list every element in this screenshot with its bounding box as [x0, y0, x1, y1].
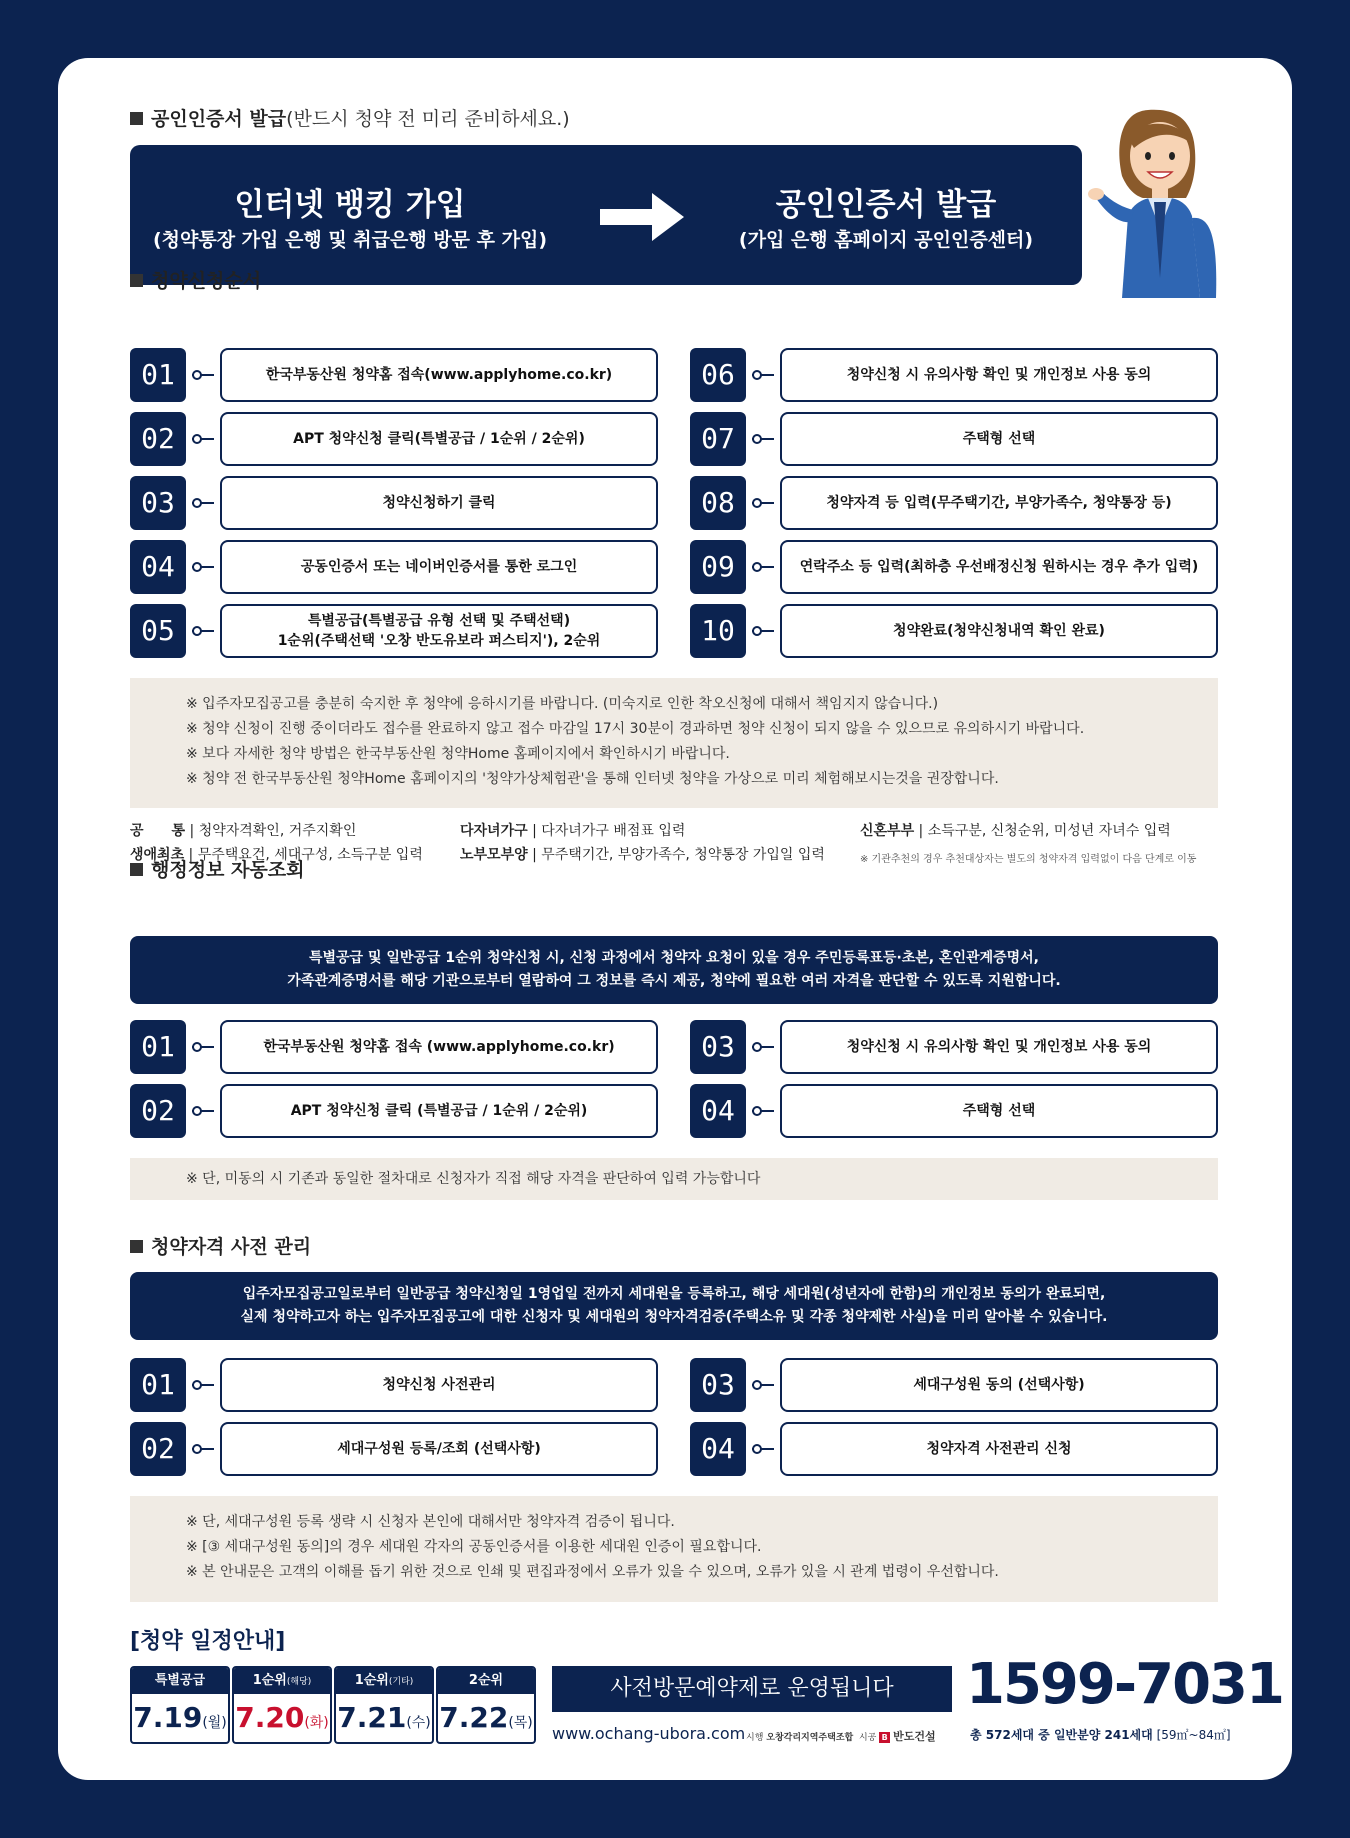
qual-step-03: 03 세대구성원 동의 (선택사항): [690, 1358, 1234, 1412]
developer-builder-info: 시행 오창각리지역주택조합 시공 B 반도건설: [746, 1730, 936, 1743]
order-step-04: 04 공동인증서 또는 네이버인증서를 통한 로그인: [130, 540, 674, 594]
square-bullet-icon: [130, 863, 143, 876]
square-bullet-icon: [130, 1240, 143, 1253]
qual-step-02: 02 세대구성원 등록/조회 (선택사항): [130, 1422, 674, 1476]
square-bullet-icon: [130, 274, 143, 287]
units-info: 총 572세대 중 일반분양 241세대 [59㎡~84㎡]: [970, 1728, 1231, 1742]
cert-subtitle: (반드시 청약 전 미리 준비하세요.): [286, 108, 570, 130]
presenter-woman-illustration: [1088, 98, 1238, 298]
qual-section-title: 청약자격 사전 관리: [130, 1232, 311, 1259]
square-bullet-icon: [130, 112, 143, 125]
note-line: ※ 보다 자세한 청약 방법은 한국부동산원 청약Home 홈페이지에서 확인하시기 바랍니다.: [186, 746, 730, 762]
cert-issue-title: 공인인증서 발급: [775, 187, 997, 223]
qual-step-01: 01 청약신청 사전관리: [130, 1358, 674, 1412]
note-line: ※ [③ 세대구성원 동의]의 경우 세대원 각자의 공동인증서를 이용한 세대원 인증이 필요합니다.: [186, 1539, 762, 1555]
schedule-first-rank-other: 1순위(기타) 7.21(수): [334, 1666, 434, 1744]
order-step-07: 07 주택형 선택: [690, 412, 1234, 466]
admin-note: ※ 단, 미동의 시 기존과 동일한 절차대로 신청자가 직접 해당 자격을 판단하여 입력 가능합니다: [130, 1158, 1218, 1200]
category-newlyweds: 신혼부부 | 소득구분, 신청순위, 미성년 자녀수 입력: [860, 823, 1171, 839]
qual-notes: [130, 1496, 1218, 1602]
qual-banner: 입주자모집공고일로부터 일반공급 청약신청일 1영업일 전까지 세대원을 등록하고, 해당 세대원(성년자에 한함)의 개인정보 동의가 완료되면, 실제 청약하고자 하는 입주자모집공고에 대한 신청자 및 세대원의 청약자격검증(주택소유 및 각종 청약제한 사실)을 미리 알아볼 수 있습니다.: [130, 1272, 1218, 1340]
admin-step-01: 01 한국부동산원 청약홈 접속 (www.applyhome.co.kr): [130, 1020, 674, 1074]
category-elderly-parents: 노부모부양 | 무주택기간, 부양가족수, 청약통장 가입일 입력: [460, 847, 825, 863]
schedule-title: [청약 일정안내]: [130, 1629, 286, 1654]
category-first-time: 생애최초 | 무주택요건, 세대구성, 소득구분 입력: [130, 847, 423, 863]
cert-section-title: 공인인증서 발급(반드시 청약 전 미리 준비하세요.): [130, 104, 570, 131]
admin-step-03: 03 청약신청 시 유의사항 확인 및 개인정보 사용 동의: [690, 1020, 1234, 1074]
internet-banking-sub: (청약통장 가입 은행 및 취급은행 방문 후 가입): [152, 229, 548, 251]
order-step-08: 08 청약자격 등 입력(무주택기간, 부양가족수, 청약통장 등): [690, 476, 1234, 530]
phone-number[interactable]: 1599-7031: [966, 1652, 1283, 1717]
website-link[interactable]: www.ochang-ubora.com: [552, 1724, 746, 1743]
note-line: ※ 청약 전 한국부동산원 청약Home 홈페이지의 '청약가상체험관'을 통해 인터넷 청약을 가상으로 미리 체험해보시는것을 권장합니다.: [186, 771, 999, 787]
schedule-first-rank-local: 1순위(해당) 7.20(화): [232, 1666, 332, 1744]
order-section-title: 청약신청순서: [130, 266, 261, 293]
bando-logo-icon: B: [879, 1732, 890, 1743]
arrow-right-icon: [600, 193, 684, 241]
page-card: [58, 58, 1292, 1780]
admin-section-title: 행정정보 자동조회: [130, 855, 304, 882]
admin-step-04: 04 주택형 선택: [690, 1084, 1234, 1138]
order-step-02: 02 APT 청약신청 클릭(특별공급 / 1순위 / 2순위): [130, 412, 674, 466]
category-multi-child: 다자녀가구 | 다자녀가구 배점표 입력: [460, 823, 686, 839]
admin-banner: 특별공급 및 일반공급 1순위 청약신청 시, 신청 과정에서 청약자 요청이 있을 경우 주민등록표등·초본, 혼인관계증명서, 가족관계증명서를 해당 기관으로부터 열람하여 그 정보를 즉시 제공, 청약에 필요한 여러 자격을 판단할 수 있도록 지원합니다.: [130, 936, 1218, 1004]
cert-banner: [130, 145, 1082, 285]
order-step-05: 05 특별공급(특별공급 유형 선택 및 주택선택) 1순위(주택선택 '오창 반도유보라 퍼스티지'), 2순위: [130, 604, 674, 658]
note-line: ※ 본 안내문은 고객의 이해를 돕기 위한 것으로 인쇄 및 편집과정에서 오류가 있을 수 있으며, 오류가 있을 시 관계 법령이 우선합니다.: [186, 1564, 999, 1580]
category-note: ※ 기관추천의 경우 추천대상자는 별도의 청약자격 입력없이 다음 단계로 이동: [860, 854, 1197, 865]
admin-step-02: 02 APT 청약신청 클릭 (특별공급 / 1순위 / 2순위): [130, 1084, 674, 1138]
order-step-01: 01 한국부동산원 청약홈 접속(www.applyhome.co.kr): [130, 348, 674, 402]
visit-reservation-banner: 사전방문예약제로 운영됩니다: [552, 1666, 952, 1712]
schedule-special: 특별공급 7.19(월): [130, 1666, 230, 1744]
note-line: ※ 입주자모집공고를 충분히 숙지한 후 청약에 응하시기를 바랍니다. (미숙지로 인한 착오신청에 대해서 책임지지 않습니다.): [186, 696, 939, 712]
category-common: 공 통 | 청약자격확인, 거주지확인: [130, 823, 357, 839]
note-line: ※ 청약 신청이 진행 중이더라도 접수를 완료하지 않고 접수 마감일 17시 30분이 경과하면 청약 신청이 되지 않을 수 있으므로 유의하시기 바랍니다.: [186, 721, 1085, 737]
schedule-second-rank: 2순위 7.22(목): [436, 1666, 536, 1744]
order-step-09: 09 연락주소 등 입력(최하층 우선배정신청 원하시는 경우 추가 입력): [690, 540, 1234, 594]
order-step-10: 10 청약완료(청약신청내역 확인 완료): [690, 604, 1234, 658]
order-step-06: 06 청약신청 시 유의사항 확인 및 개인정보 사용 동의: [690, 348, 1234, 402]
internet-banking-title: 인터넷 뱅킹 가입: [234, 187, 466, 223]
order-step-03: 03 청약신청하기 클릭: [130, 476, 674, 530]
note-line: ※ 단, 세대구성원 등록 생략 시 신청자 본인에 대해서만 청약자격 검증이 됩니다.: [186, 1514, 675, 1530]
cert-issue-sub: (가입 은행 홈페이지 공인인증센터): [738, 229, 1034, 251]
order-notes: [130, 678, 1218, 808]
qual-step-04: 04 청약자격 사전관리 신청: [690, 1422, 1234, 1476]
